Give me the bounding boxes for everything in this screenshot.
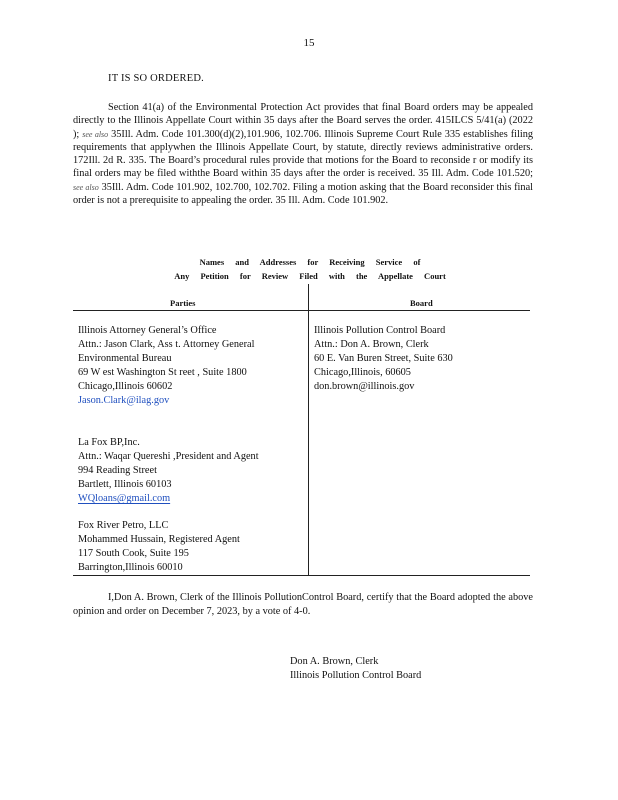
table-bottom-divider [73,575,530,576]
appeal-text-part-2: 35Ill. Adm. Code 101.300(d)(2),101.906, 102.706. Illinois Supreme Court Rule 335 establishes filing requirements that applywhen the Illinois Appellate Court, by statute, directly reviews administrative orders. 172Ill. 2d R. 335. The Board’s procedural rules provide that motions for the Board to reconside r or modify its final orders may be filed withthe Board within 35 days after the order is received. 35 Ill. Adm. Code 101.520; [73,128,533,180]
appeal-text-part-3: 35Ill. Adm. Code 101.902, 102.700, 102.702. Filing a motion asking that the Board reconsider this final order is not a prerequisite to appealing the order. 35 Ill. Adm. Code 101.902. [73,181,533,207]
clerk-certification: I,Don A. Brown, Clerk of the Illinois PollutionControl Board, certify that the Board adopted the above opinion and order on December 7, 2023, by a vote of 4-0. [73,592,533,617]
party-line: Mohammed Hussain, Registered Agent [78,534,240,545]
party-line: 994 Reading Street [78,465,157,476]
board-line: 60 E. Van Buren Street, Suite 630 [314,353,453,364]
signature-name: Don A. Brown, Clerk [290,656,379,667]
board-column-header: Board [410,298,433,308]
party-line: Attn.: Jason Clark, Ass t. Attorney General [78,339,255,350]
party-line: Chicago,Illinois 60602 [78,381,173,392]
board-email: don.brown@illinois.gov [314,381,415,392]
see-also-1: see also [82,129,109,139]
page-number: 15 [303,37,315,49]
party-line: 117 South Cook, Suite 195 [78,548,189,559]
board-line: Chicago,Illinois, 60605 [314,367,411,378]
ordered-statement: IT IS SO ORDERED. [108,73,204,84]
board-contact [314,324,453,394]
table-header-divider [73,310,530,311]
party-line: Illinois Attorney General’s Office [78,325,217,336]
party-line: Bartlett, Illinois 60103 [78,479,172,490]
signature-org: Illinois Pollution Control Board [290,670,422,681]
appeal-paragraph [73,101,533,207]
see-also-2: see also [73,182,99,192]
party-attorney-general [78,324,254,408]
party-fox-river-petro [78,519,240,575]
appeal-text-part-1: Section 41(a) of the Environmental Protection Act provides that final Board orders may be appealed directly to the Illinois Appellate Court within 35 days after the Board serves the order. 415ILCS 5/41(a) (2022 ); [73,102,533,140]
service-table-title [150,256,470,283]
board-line: Attn.: Don A. Brown, Clerk [314,339,429,350]
party-line: Environmental Bureau [78,353,172,364]
party-line: Fox River Petro, LLC [78,520,169,531]
la-fox-email-link[interactable]: WQloans@gmail.com [78,493,171,504]
party-line: Attn.: Waqar Quereshi ,President and Agent [78,451,259,462]
board-line: Illinois Pollution Control Board [314,325,446,336]
party-line: 69 W est Washington St reet , Suite 1800 [78,367,247,378]
signature-block [290,655,421,683]
attorney-general-email-link[interactable]: Jason.Clark@ilag.gov [78,395,170,406]
party-line: La Fox BP,Inc. [78,437,140,448]
service-table-title-line-2: Any Petition for Review Filed with the Appellate Court [174,270,446,281]
service-table-title-line-1: Names and Addresses for Receiving Service of [199,257,421,267]
table-column-divider [308,284,309,576]
party-line: Barrington,Illinois 60010 [78,562,183,573]
party-la-fox-bp [78,436,259,506]
parties-column-header: Parties [170,298,196,308]
